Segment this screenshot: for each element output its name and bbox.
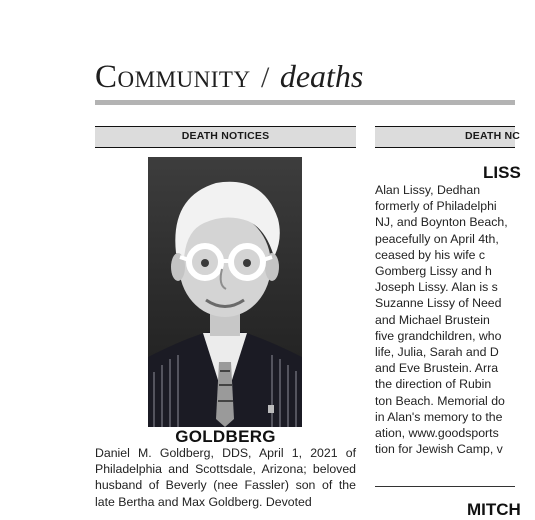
obituary-name-lissy: LISS <box>483 163 521 182</box>
body-line: in Alan's memory to the <box>375 409 503 424</box>
section-title: Community <box>95 59 251 95</box>
subsection-title: deaths <box>279 58 364 94</box>
obituary-body-lissy <box>375 182 535 457</box>
body-line: ceased by his wife c <box>375 247 486 262</box>
body-line: ation, www.goodsports <box>375 426 499 441</box>
obituary-name-mitch: MITCH <box>467 500 521 519</box>
body-line: life, Julia, Sarah and D <box>375 345 499 360</box>
body-line: Suzanne Lissy of Need <box>375 296 502 311</box>
body-line: formerly of Philadelphi <box>375 199 497 214</box>
body-line: and Michael Brustein <box>375 312 490 327</box>
body-line: five grandchildren, who <box>375 328 502 343</box>
obituary-body-goldberg: Daniel M. Goldberg, DDS, April 1, 2021 of Philadelphia and Scottsdale, Arizona; beloved husband of Beverly (nee Fassler) son of the late Bertha and Max Goldberg. Devoted <box>95 446 356 509</box>
portrait-illustration <box>148 157 302 427</box>
body-line: Joseph Lissy. Alan is s <box>375 280 498 295</box>
body-line: peacefully on April 4th, <box>375 231 499 246</box>
header-rule <box>95 100 515 105</box>
section-separator: / <box>261 61 270 94</box>
obituary-photo <box>148 157 302 427</box>
body-line: the direction of Rubin <box>375 377 492 392</box>
body-line: tion for Jewish Camp, v <box>375 442 503 457</box>
death-notices-bar-left: DEATH NOTICES <box>95 126 356 148</box>
body-line: NJ, and Boynton Beach, <box>375 215 508 230</box>
page-header <box>95 58 515 98</box>
obituary-name-goldberg: GOLDBERG <box>175 427 276 446</box>
body-line: and Eve Brustein. Arra <box>375 361 499 376</box>
death-notices-bar-right: DEATH NC <box>375 126 515 148</box>
body-line: ton Beach. Memorial do <box>375 393 505 408</box>
body-line: Gomberg Lissy and h <box>375 264 492 279</box>
body-line: Alan Lissy, Dedhan <box>375 183 481 197</box>
column-divider-rule <box>375 486 515 487</box>
